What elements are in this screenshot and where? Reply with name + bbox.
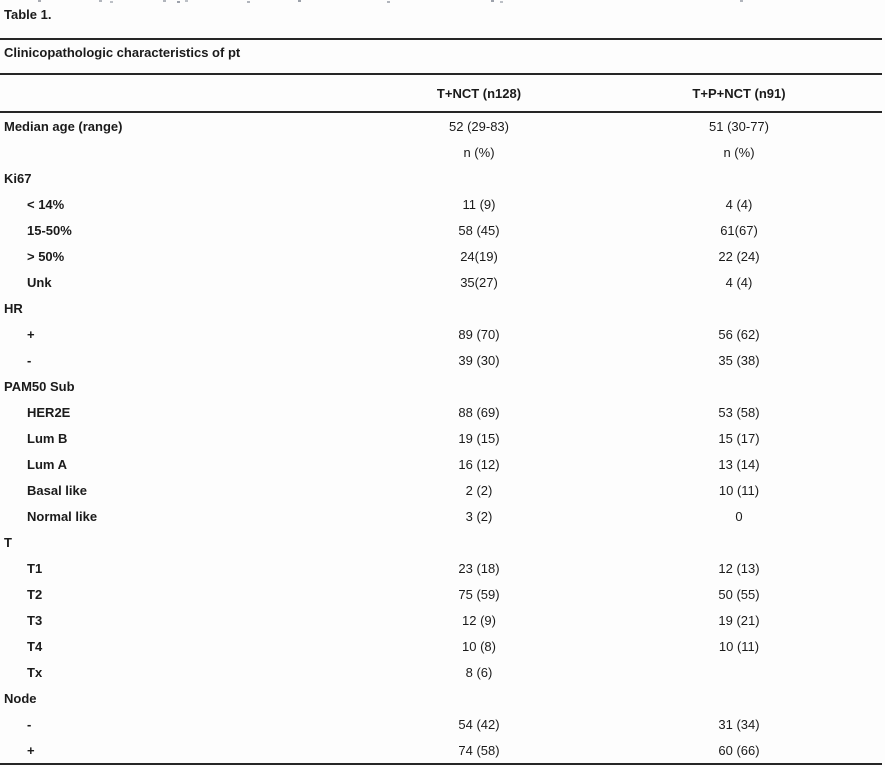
table-row <box>0 269 882 295</box>
table-row <box>0 503 882 529</box>
table-body <box>0 111 882 765</box>
table-row <box>0 529 882 555</box>
row-label: Normal like <box>27 508 98 524</box>
table-caption: Table 1. <box>4 7 52 22</box>
row-label: T2 <box>27 586 43 602</box>
table-row <box>0 633 882 659</box>
value-t-nct: 19 (15) <box>458 430 500 446</box>
row-label: + <box>27 326 35 342</box>
table-row <box>0 581 882 607</box>
value-t-p-nct: 12 (13) <box>718 560 760 576</box>
value-t-p-nct: 60 (66) <box>718 742 760 758</box>
value-t-p-nct: 31 (34) <box>718 716 760 732</box>
row-label: HER2E <box>27 404 71 420</box>
table-row <box>0 425 882 451</box>
table-row <box>0 477 882 503</box>
row-label: Unk <box>27 274 52 290</box>
value-t-p-nct: 4 (4) <box>725 196 753 212</box>
row-label: T3 <box>27 612 43 628</box>
table-row <box>0 659 882 685</box>
row-label: Lum A <box>27 456 67 472</box>
row-label: Lum B <box>27 430 68 446</box>
row-label: T4 <box>27 638 43 654</box>
value-t-p-nct: 51 (30-77) <box>709 118 769 134</box>
value-t-nct: 75 (59) <box>458 586 500 602</box>
value-t-nct: 24(19) <box>460 248 498 264</box>
value-t-p-nct: 10 (11) <box>718 638 760 654</box>
value-t-nct: 54 (42) <box>458 716 500 732</box>
value-t-nct: 10 (8) <box>462 638 496 654</box>
table-row <box>0 399 882 425</box>
row-label: HR <box>4 300 23 316</box>
table-row <box>0 711 882 737</box>
column-header-t-p-nct: T+P+NCT (n91) <box>692 85 786 101</box>
table-row <box>0 165 882 191</box>
clipped-text-artifact <box>38 0 41 2</box>
value-t-p-nct: 19 (21) <box>718 612 760 628</box>
table-row <box>0 113 882 139</box>
value-t-nct: 74 (58) <box>458 742 500 758</box>
table-row <box>0 295 882 321</box>
value-t-p-nct: 53 (58) <box>718 404 760 420</box>
table-row <box>0 191 882 217</box>
value-t-nct: 89 (70) <box>458 326 500 342</box>
table-row <box>0 347 882 373</box>
column-header-t-nct: T+NCT (n128) <box>436 85 522 101</box>
value-t-p-nct: 13 (14) <box>718 456 760 472</box>
row-label: T1 <box>27 560 43 576</box>
row-label: - <box>27 716 32 732</box>
value-t-nct: 58 (45) <box>458 222 500 238</box>
table-row <box>0 321 882 347</box>
table-row <box>0 685 882 711</box>
value-t-p-nct: 61(67) <box>720 222 758 238</box>
value-t-nct: 12 (9) <box>462 612 496 628</box>
value-t-p-nct: 35 (38) <box>718 352 760 368</box>
value-t-nct: 2 (2) <box>465 482 493 498</box>
value-t-p-nct: n (%) <box>723 144 755 160</box>
row-label: Basal like <box>27 482 87 498</box>
row-label: 15-50% <box>27 222 72 238</box>
value-t-nct: 88 (69) <box>458 404 500 420</box>
value-t-p-nct: 4 (4) <box>725 274 753 290</box>
row-label: + <box>27 742 35 758</box>
value-t-nct: 23 (18) <box>458 560 500 576</box>
value-t-nct: n (%) <box>463 144 495 160</box>
value-t-nct: 3 (2) <box>465 508 493 524</box>
value-t-p-nct: 56 (62) <box>718 326 760 342</box>
row-label: T <box>4 534 12 550</box>
value-t-p-nct: 50 (55) <box>718 586 760 602</box>
value-t-p-nct: 22 (24) <box>718 248 760 264</box>
value-t-nct: 52 (29-83) <box>449 118 509 134</box>
table-row <box>0 555 882 581</box>
value-t-p-nct: 0 <box>735 508 743 524</box>
value-t-nct: 16 (12) <box>458 456 500 472</box>
table-row <box>0 607 882 633</box>
table-row <box>0 139 882 165</box>
row-label: Median age (range) <box>4 118 123 134</box>
row-label: Tx <box>27 664 43 680</box>
value-t-nct: 8 (6) <box>465 664 493 680</box>
row-label: Node <box>4 690 37 706</box>
value-t-nct: 39 (30) <box>458 352 500 368</box>
row-label: > 50% <box>27 248 65 264</box>
value-t-p-nct: 10 (11) <box>718 482 760 498</box>
row-label: PAM50 Sub <box>4 378 75 394</box>
table-row <box>0 373 882 399</box>
row-label: Ki67 <box>4 170 32 186</box>
table-header-row <box>0 73 882 111</box>
value-t-p-nct: 15 (17) <box>718 430 760 446</box>
table-row <box>0 451 882 477</box>
table-title: Clinicopathologic characteristics of pt <box>0 38 882 73</box>
value-t-nct: 11 (9) <box>462 196 496 212</box>
value-t-nct: 35(27) <box>460 274 498 290</box>
row-label: - <box>27 352 32 368</box>
row-label: < 14% <box>27 196 65 212</box>
table-row <box>0 243 882 269</box>
table-row <box>0 737 882 763</box>
table-row <box>0 217 882 243</box>
